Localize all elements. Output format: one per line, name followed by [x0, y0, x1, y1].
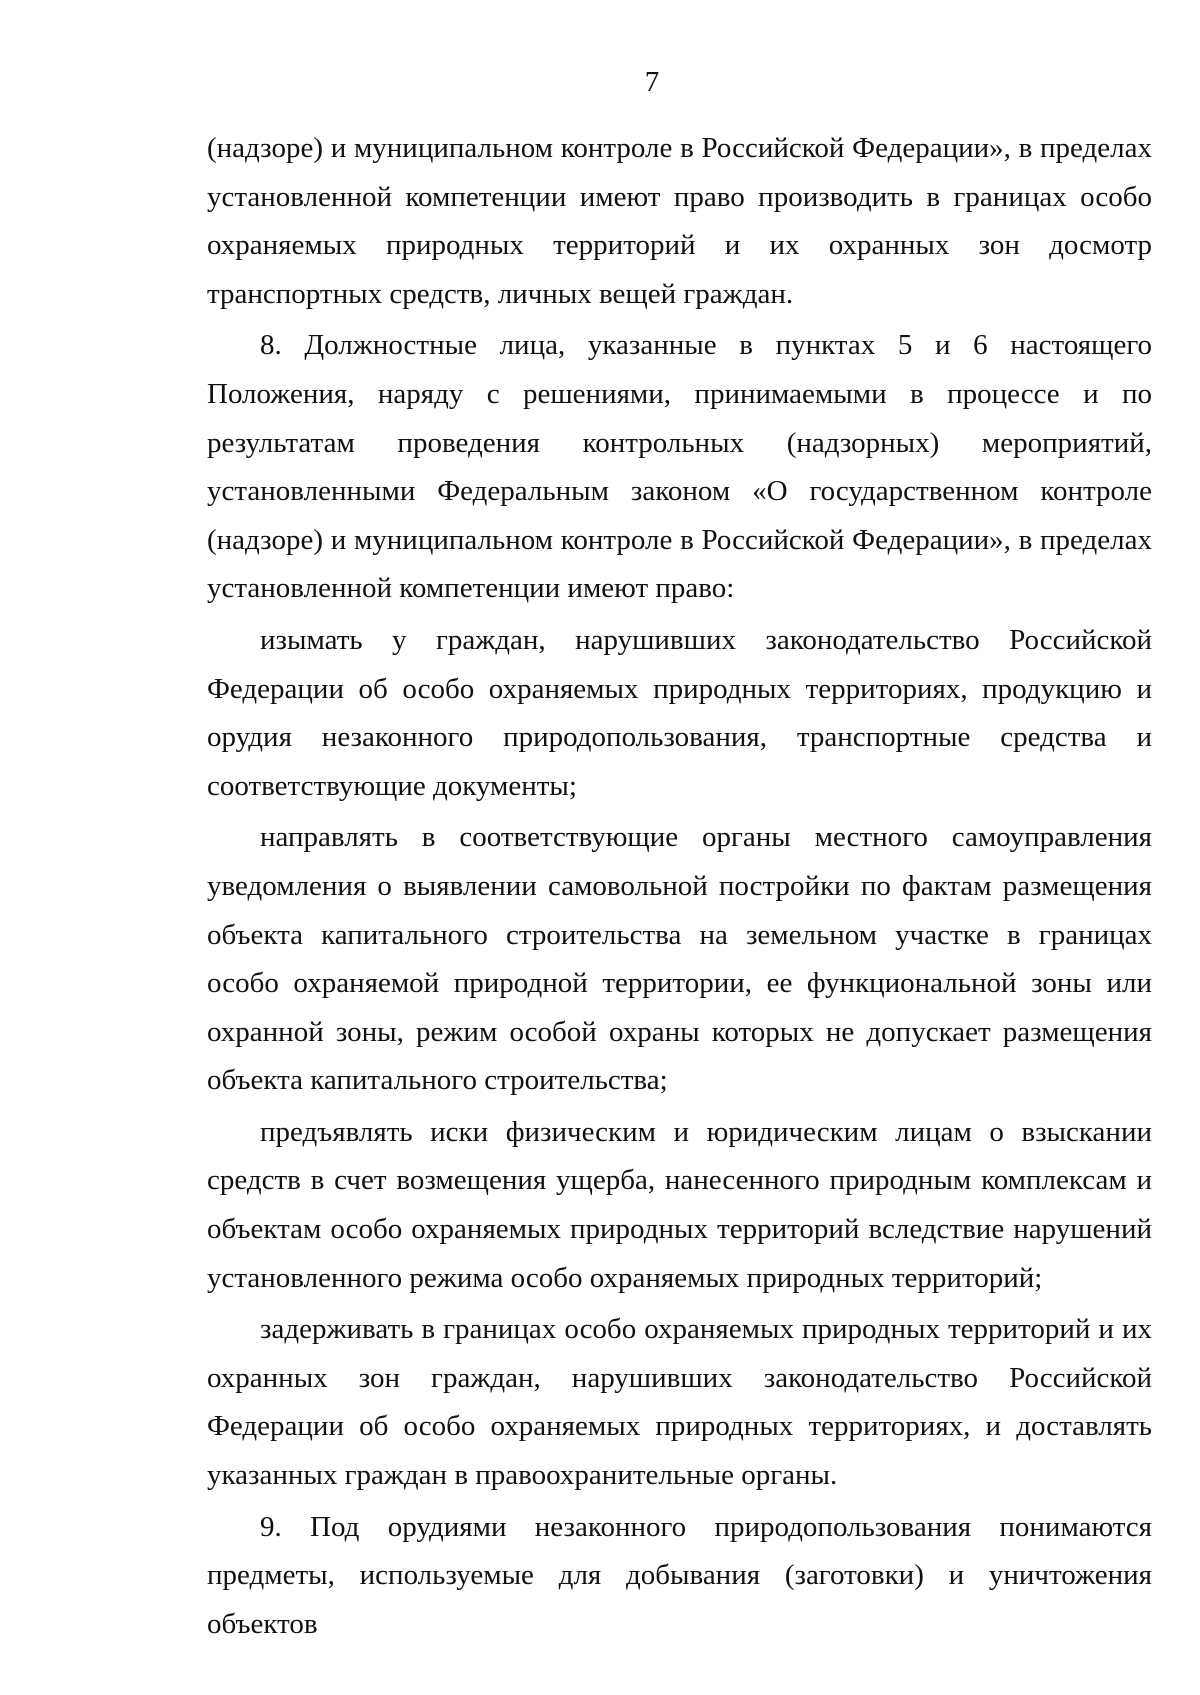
document-body — [207, 124, 1152, 1648]
paragraph-item-9: 9. Под орудиями незаконного природопользования понимаются предметы, используемые для добывания (заготовки) и уничтожения объектов — [207, 1510, 1152, 1640]
paragraph-item-8: 8. Должностные лица, указанные в пунктах 5 и 6 настоящего Положения, наряду с решениями, принимаемыми в процессе и по результатам проведения контрольных (надзорных) мероприятий, установленными Федеральным законом «О государственном контроле (надзоре) и муниципальном контроле в Российской Федерации», в пределах установленной компетенции имеют право: — [207, 329, 1152, 605]
paragraph-send-notifications: направлять в соответствующие органы местного самоуправления уведомления о выявлении самовольной постройки по фактам размещения объекта капитального строительства на земельном участке в границах особо охраняемой природной территории, ее функциональной зоны или охранной зоны, режим особой охраны которых не допускает размещения объекта капитального строительства; — [207, 821, 1152, 1097]
paragraph-file-claims: предъявлять иски физическим и юридическим лицам о взыскании средств в счет возмещения ущерба, нанесенного природным комплексам и объектам особо охраняемых природных территорий вследствие нарушений установленного режима особо охраняемых природных территорий; — [207, 1115, 1152, 1294]
paragraph-detain-citizens: задерживать в границах особо охраняемых природных территорий и их охранных зон граждан, нарушивших законодательство Российской Федерации об особо охраняемых природных территориях, и доставлять указанных граждан в правоохранительные органы. — [207, 1313, 1152, 1492]
paragraph-seize-items: изымать у граждан, нарушивших законодательство Российской Федерации об особо охраняемых природных территориях, продукцию и орудия незаконного природопользования, транспортные средства и соответствующие документы; — [207, 623, 1152, 802]
page-number: 7 — [644, 66, 660, 98]
paragraph-continuation: (надзоре) и муниципальном контроле в Российской Федерации», в пределах установленной компетенции имеют право производить в границах особо охраняемых природных территорий и их охранных зон досмотр транспортных средств, личных вещей граждан. — [207, 132, 1152, 310]
